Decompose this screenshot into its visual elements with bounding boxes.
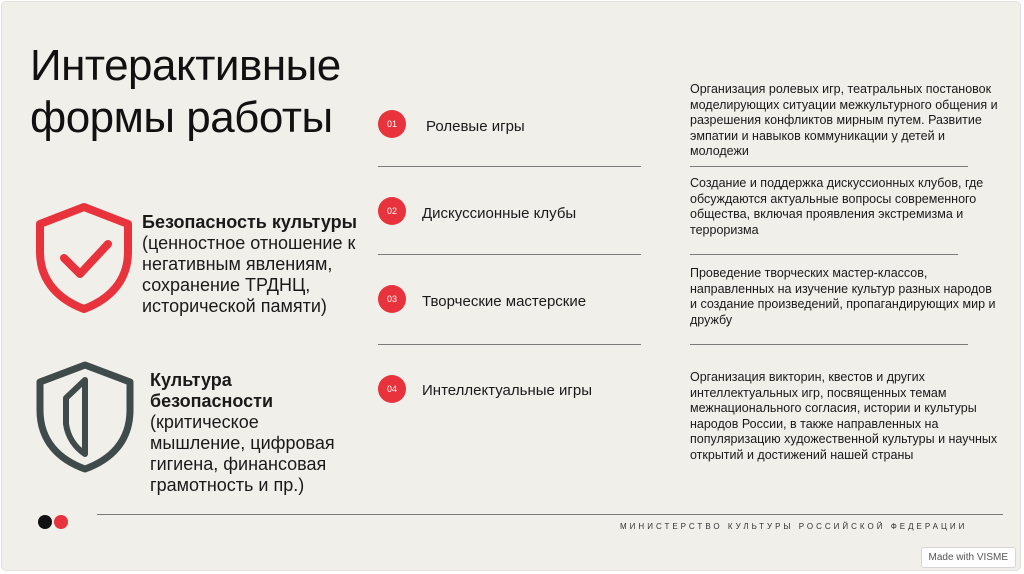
made-with-visme-badge[interactable]: Made with VISME xyxy=(921,547,1016,568)
item-number-badge: 04 xyxy=(378,375,406,403)
divider xyxy=(690,254,958,255)
red-dot xyxy=(54,515,68,529)
item-description-discussion-clubs: Создание и поддержка дискуссионных клубов, где обсуждаются актуальные вопросы современного общества, включая проявления экстремизма и терроризма xyxy=(690,176,984,237)
footer-divider xyxy=(97,514,1003,515)
item-number-badge: 02 xyxy=(378,197,406,225)
culture-of-safety-title: Культура безопасности xyxy=(150,370,274,411)
item-description-role-games: Организация ролевых игр, театральных постановок моделирующих ситуации межкультурного общения и разрешения конфликтов мирным путем. Развитие эмпатии и навыков коммуникации у детей и молодежи xyxy=(690,82,998,158)
divider xyxy=(690,344,968,345)
shield-check-icon xyxy=(32,202,136,314)
safety-of-culture-text xyxy=(142,212,367,317)
divider xyxy=(378,166,641,167)
safety-of-culture-description: (ценностное отношение к негативным явлениям, сохранение ТРДНЦ, исторической памяти) xyxy=(142,233,356,316)
black-dot xyxy=(38,515,52,529)
item-label-intellectual-games: Интеллектуальные игры xyxy=(422,382,593,399)
divider xyxy=(378,344,641,345)
culture-of-safety-description: (критическое мышление, цифровая гигиена, финансовая грамотность и пр.) xyxy=(150,412,335,495)
brand-dots xyxy=(38,515,68,529)
item-number-badge: 01 xyxy=(378,110,406,138)
divider xyxy=(690,166,968,167)
item-label-discussion-clubs: Дискуссионные клубы xyxy=(422,205,577,222)
shield-icon xyxy=(32,360,138,474)
slide xyxy=(2,2,1020,570)
title-line-2: формы работы xyxy=(30,93,333,142)
title-line-1: Интерактивные xyxy=(30,41,341,90)
item-description-intellectual-games: Организация викторин, квестов и других интеллектуальных игр, посвященных темам межнационального согласия, истории и культуры народов России, в также направленных на популяризацию художественной культуры и научных открытий и достижений нашей страны xyxy=(690,370,998,462)
item-label-role-games: Ролевые игры xyxy=(426,118,525,135)
item-description-creative-workshops: Проведение творческих мастер-классов, направленных на изучение культур разных народов и создание произведений, пропагандирующих мир и дружбу xyxy=(690,266,996,327)
page-title xyxy=(30,40,341,144)
safety-of-culture-title: Безопасность культуры xyxy=(142,212,357,232)
item-number-badge: 03 xyxy=(378,285,406,313)
item-label-creative-workshops: Творческие мастерские xyxy=(422,293,587,310)
divider xyxy=(378,254,641,255)
ministry-footer: МИНИСТЕРСТВО КУЛЬТУРЫ РОССИЙСКОЙ ФЕДЕРАЦИИ xyxy=(620,522,968,531)
culture-of-safety-text xyxy=(150,370,350,496)
